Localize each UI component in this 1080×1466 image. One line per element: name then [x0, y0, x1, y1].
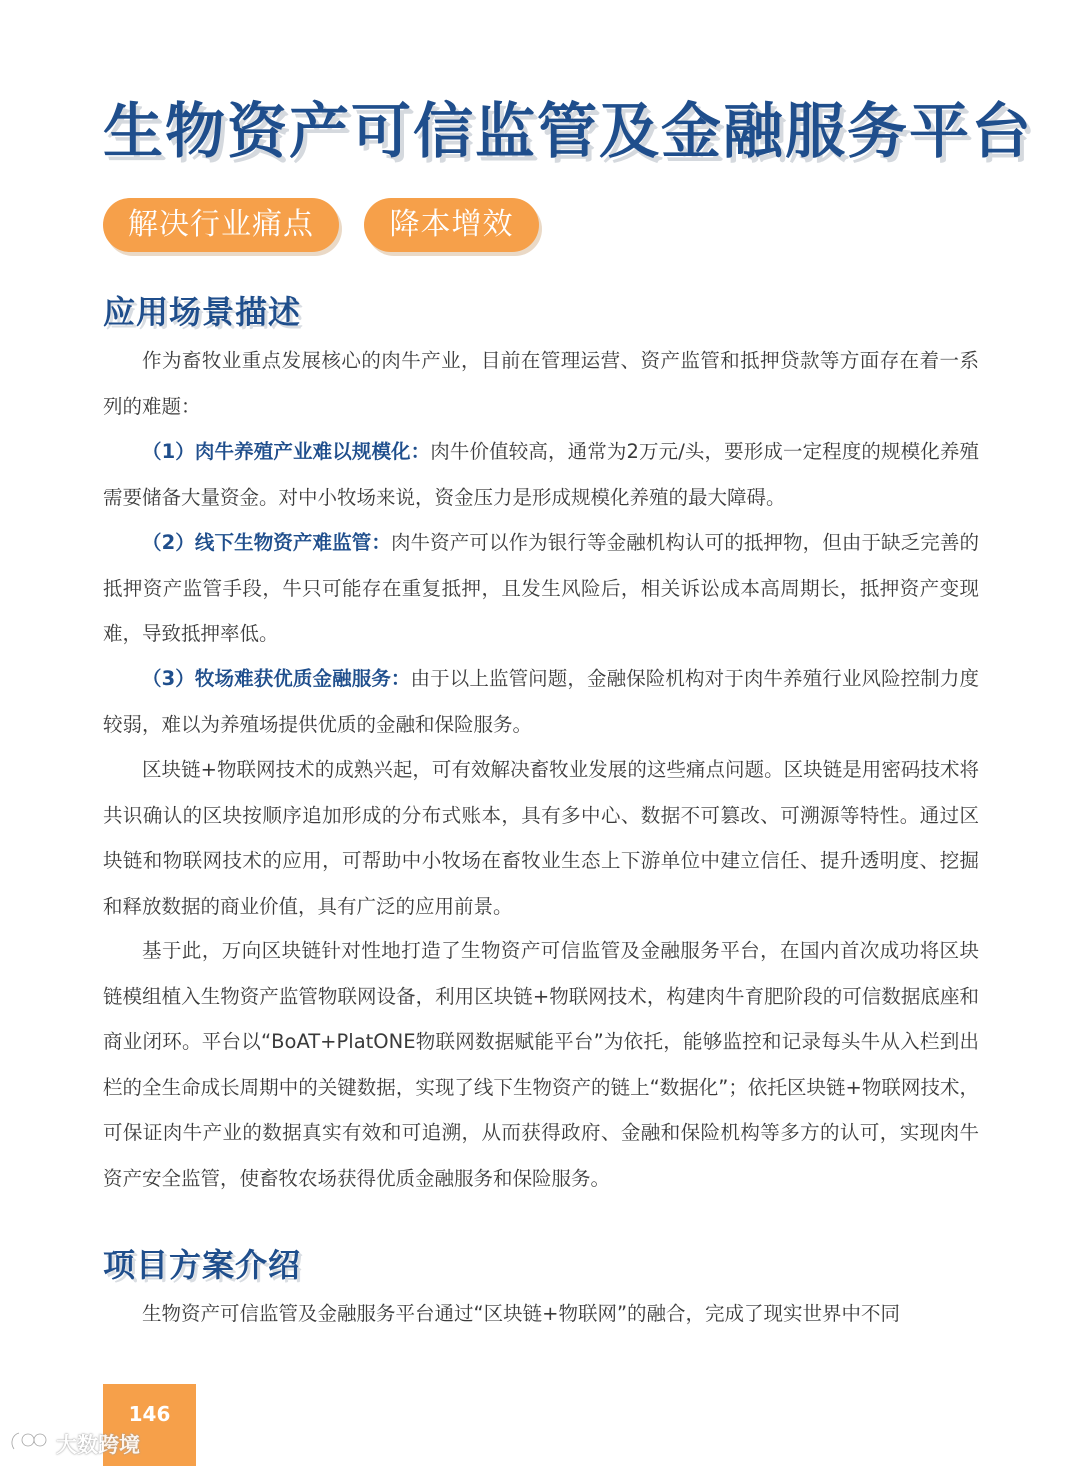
paragraph-blockchain: 区块链+物联网技术的成熟兴起，可有效解决畜牧业发展的这些痛点问题。区块链是用密码技术将共识确认的区块按顺序追加形成的分布式账本，具有多中心、数据不可篡改、可溯源等特性。通过区块链和物联网技术的应用，可帮助中小牧场在畜牧业生态上下游单位中建立信任、提升透明度、挖掘和释放数据的商业价值，具有广泛的应用前景。 — [103, 758, 979, 918]
item-2-text: 肉牛资产可以作为银行等金融机构认可的抵押物，但由于缺乏完善的抵押资产监管手段，牛只可能存在重复抵押，且发生风险后，相关诉讼成本高周期长，抵押资产变现难，导致抵押率低。 — [103, 531, 979, 645]
tag-cost-efficiency: 降本增效 — [364, 198, 539, 252]
watermark — [8, 1426, 140, 1462]
item-1-lead: （1）肉牛养殖产业难以规模化： — [142, 440, 431, 463]
tag-pain-points: 解决行业痛点 — [103, 198, 339, 252]
page-number: 146 — [103, 1384, 196, 1466]
section-heading-project: 项目方案介绍 — [103, 1246, 302, 1284]
section-heading-scenario: 应用场景描述 — [103, 293, 302, 331]
item-3-text: 由于以上监管问题，金融保险机构对于肉牛养殖行业风险控制力度较弱，难以为养殖场提供优质的金融和保险服务。 — [103, 667, 979, 736]
paragraph-intro: 作为畜牧业重点发展核心的肉牛产业，目前在管理运营、资产监管和抵押贷款等方面存在着一系列的难题： — [103, 349, 979, 418]
paragraph-project-intro: 生物资产可信监管及金融服务平台通过“区块链+物联网”的融合，完成了现实世界中不同 — [142, 1302, 901, 1325]
paragraph-platform: 基于此，万向区块链针对性地打造了生物资产可信监管及金融服务平台，在国内首次成功将区块链模组植入生物资产监管物联网设备，利用区块链+物联网技术，构建肉牛育肥阶段的可信数据底座和商业闭环。平台以“BoAT+PlatONE物联网数据赋能平台”为依托，能够监控和记录每头牛从入栏到出栏的全生命成长周期中的关键数据，实现了线下生物资产的链上“数据化”；依托区块链+物联网技术，可保证肉牛产业的数据真实有效和可追溯，从而获得政府、金融和保险机构等多方的认可，实现肉牛资产安全监管，使畜牧农场获得优质金融服务和保险服务。 — [103, 939, 979, 1190]
paragraph-item-2 — [103, 520, 979, 657]
watermark-text: 大数跨境 — [56, 1433, 140, 1457]
page-title: 生物资产可信监管及金融服务平台 — [103, 97, 1033, 167]
item-1-text: 肉牛价值较高，通常为2万元/头，要形成一定程度的规模化养殖需要储备大量资金。对中小牧场来说，资金压力是形成规模化养殖的最大障碍。 — [103, 440, 979, 509]
paragraph-item-1 — [103, 429, 979, 520]
item-3-lead: （3）牧场难获优质金融服务： — [142, 667, 411, 690]
watermark-logo-icon — [8, 1427, 52, 1462]
paragraph-item-3 — [103, 656, 979, 747]
item-2-lead: （2）线下生物资产难监管： — [142, 531, 391, 554]
